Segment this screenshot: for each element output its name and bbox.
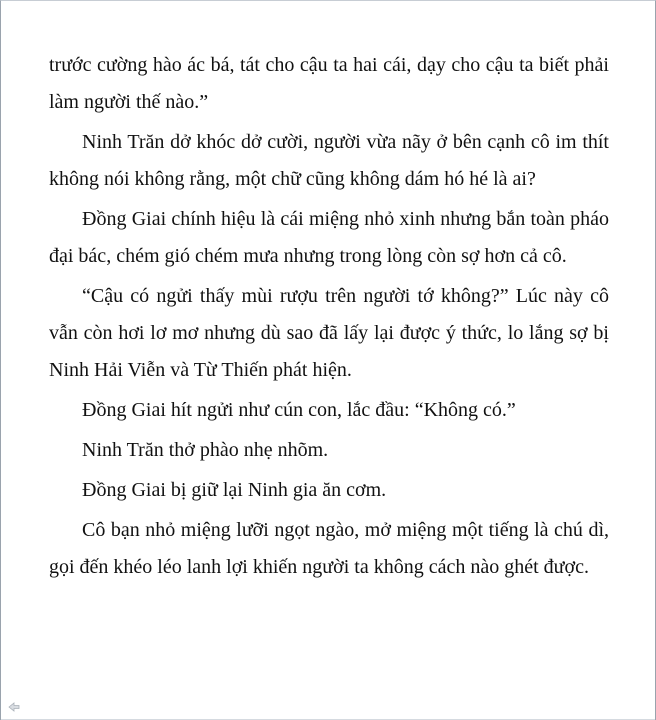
paragraph: Đồng Giai chính hiệu là cái miệng nhỏ xinh nhưng bắn toàn pháo đại bác, chém gió chém mưa nhưng trong lòng còn sợ hơn cả cô. xyxy=(49,208,609,267)
page-corner-arrow-icon xyxy=(7,700,21,714)
paragraph: Đồng Giai hít ngửi như cún con, lắc đầu: “Không có.” xyxy=(82,399,516,421)
paragraph: Đồng Giai bị giữ lại Ninh gia ăn cơm. xyxy=(82,479,387,501)
paragraph: Cô bạn nhỏ miệng lưỡi ngọt ngào, mở miệng một tiếng là chú dì, gọi đến khéo léo lanh lợi khiến người ta không cách nào ghét được. xyxy=(49,519,609,578)
paragraph: Ninh Trăn dở khóc dở cười, người vừa nãy ở bên cạnh cô im thít không nói không rằng, một chữ cũng không dám hó hé là ai? xyxy=(49,131,609,190)
paragraph: Ninh Trăn thở phào nhẹ nhõm. xyxy=(82,439,329,461)
paragraph: “Cậu có ngửi thấy mùi rượu trên người tớ không?” Lúc này cô vẫn còn hơi lơ mơ nhưng dù sao đã lấy lại được ý thức, lo lắng sợ bị Ninh Hải Viễn và Từ Thiến phát hiện. xyxy=(49,285,609,381)
document-body xyxy=(49,47,609,589)
paragraph: trước cường hào ác bá, tát cho cậu ta hai cái, dạy cho cậu ta biết phải làm người thế nào.” xyxy=(49,54,609,113)
